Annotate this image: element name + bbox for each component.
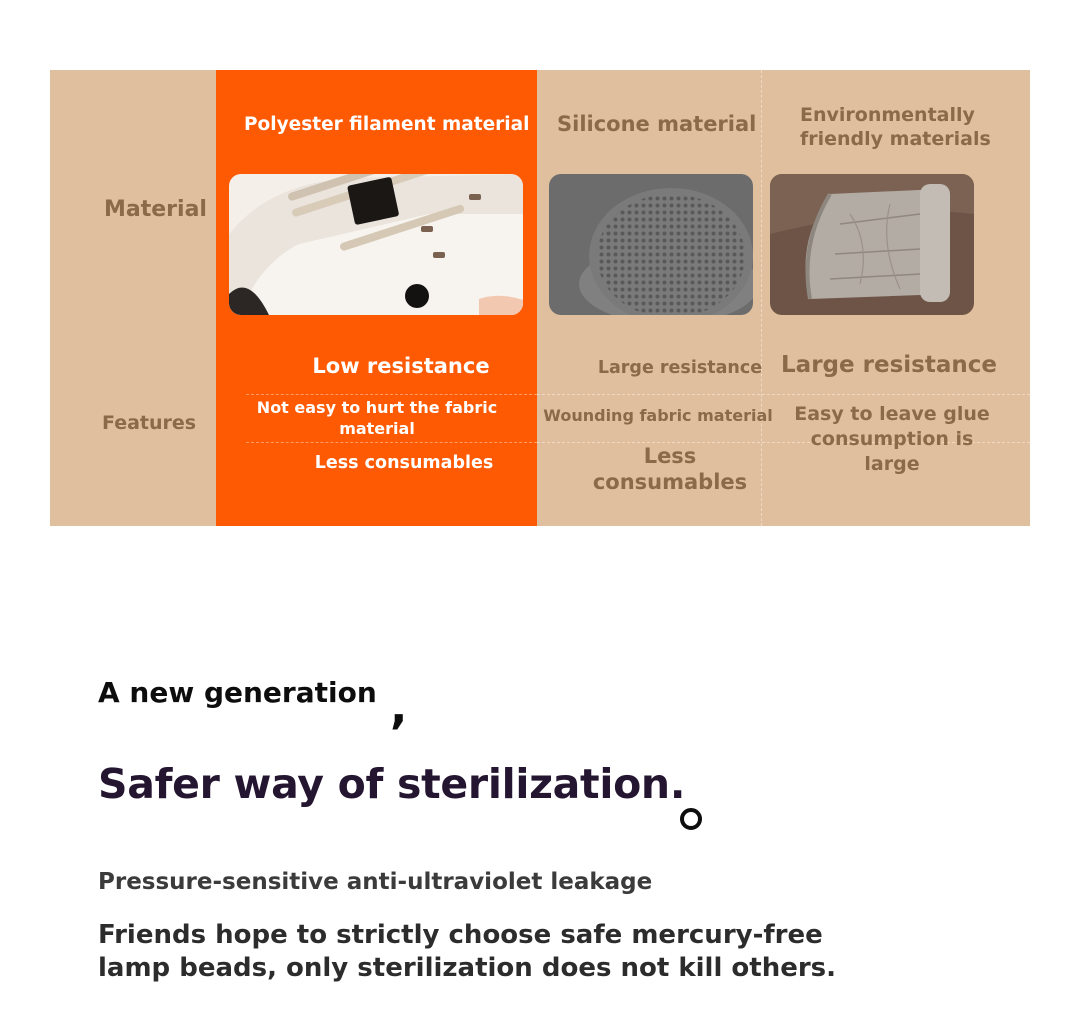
row-divider [246,442,537,443]
headline-line-1: A new generation [98,676,377,709]
eco-product-image [770,174,974,315]
feature-silicone-consumables: Less consumables [592,444,748,494]
period-circle-icon [680,808,702,830]
feature-eco-glue: Easy to leave glue consumption is large [794,403,990,475]
headline-line-2: Safer way of sterilization. [98,760,686,808]
column-divider [761,70,762,526]
feature-polyester-resistance: Low resistance [312,354,490,378]
comparison-table [50,70,1030,526]
column-heading-eco: Environmentally friendly materials [800,104,991,150]
column-heading-polyester: Polyester filament material [244,114,530,135]
feature-eco-resistance: Large resistance [781,352,997,378]
feature-silicone-resistance: Large resistance [597,358,763,378]
polyester-product-image [229,174,523,315]
headline-comma: , [390,680,408,734]
row-label-material: Material [104,197,207,222]
row-label-features: Features [102,412,197,434]
row-divider [537,394,1030,395]
feature-silicone-fabric: Wounding fabric material [543,406,773,425]
column-heading-silicone: Silicone material [557,112,757,136]
subheading: Pressure-sensitive anti-ultraviolet leakage [98,869,653,895]
feature-polyester-consumables: Less consumables [314,453,494,473]
silicone-product-image [549,174,753,315]
row-divider [246,394,537,395]
description-paragraph: Friends hope to strictly choose safe mercury-free lamp beads, only sterilization does not kill others. [98,920,837,983]
feature-polyester-fabric: Not easy to hurt the fabric material [256,398,498,438]
